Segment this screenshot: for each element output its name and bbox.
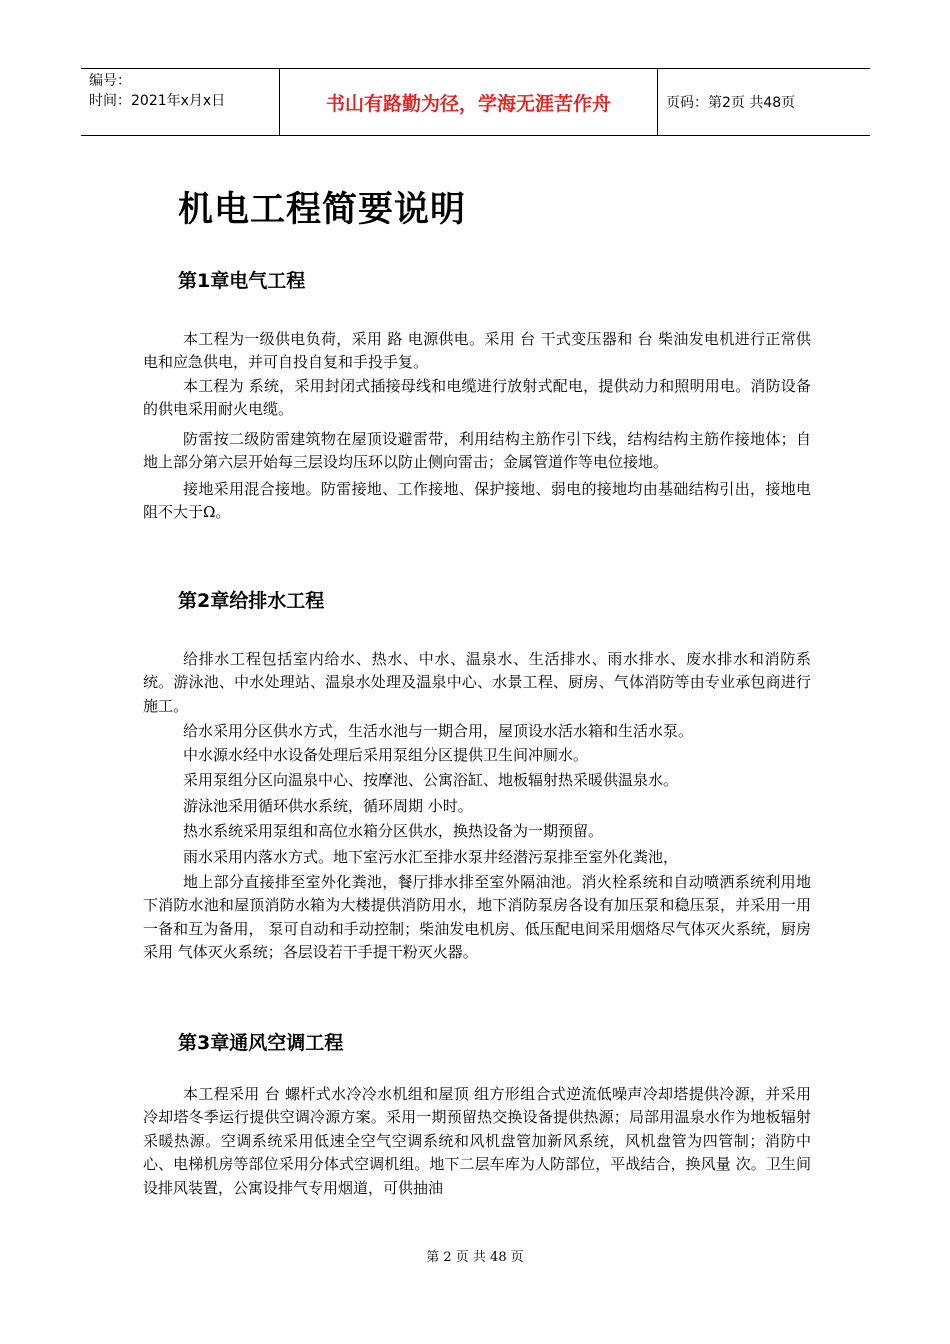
document-title: 机电工程简要说明 xyxy=(178,190,467,230)
header-meta xyxy=(81,69,280,135)
paragraph: 防雷按二级防雷建筑物在屋顶设避雷带，利用结构主筋作引下线，结构结构主筋作接地体；自地上部分第六层开始每三层设均压环以防止侧向雷击；金属管道作等电位接地。 xyxy=(143,430,811,472)
document-time: 时间：2021年x月x日 xyxy=(89,93,226,109)
paragraph: 游泳池采用循环供水系统，循环周期 小时。 xyxy=(183,797,473,815)
paragraph: 给排水工程包括室内给水、热水、中水、温泉水、生活排水、雨水排水、废水排水和消防系统。游泳池、中水处理站、温泉水处理及温泉中心、水景工程、厨房、气体消防等由专业承包商进行施工。 xyxy=(143,650,811,715)
paragraph: 给水采用分区供水方式，生活水池与一期合用，屋顶设水活水箱和生活水泵。 xyxy=(183,722,694,740)
chapter-heading: 第2章给排水工程 xyxy=(178,590,325,612)
header-motto: 书山有路勤为径，学海无涯苦作舟 xyxy=(280,69,658,135)
chapter-heading: 第1章电气工程 xyxy=(178,270,306,292)
page-header xyxy=(81,68,870,136)
paragraph: 接地采用混合接地。防雷接地、工作接地、保护接地、弱电的接地均由基础结构引出，接地电阻不大于Ω。 xyxy=(143,480,811,522)
paragraph: 本工程为一级供电负荷，采用 路 电源供电。采用 台 干式变压器和 台 柴油发电机进行正常供电和应急供电，并可自投自复和手投手复。 xyxy=(143,330,811,372)
header-page-info: 页码：第2页 共48页 xyxy=(666,95,796,111)
paragraph: 中水源水经中水设备处理后采用泵组分区提供卫生间冲厕水。 xyxy=(183,746,589,764)
paragraph: 地上部分直接排至室外化粪池，餐厅排水排至室外隔油池。消火栓系统和自动喷洒系统利用地下消防水池和屋顶消防水箱为大楼提供消防用水，地下消防泵房各设有加压泵和稳压泵，并采用一用一备和互为备用， 泵可自动和手动控制；柴油发电机房、低压配电间采用烟烙尽气体灭火系统，厨房采用 气体灭火系统；各层设若干手提干粉灭火器。 xyxy=(143,873,811,962)
paragraph: 采用泵组分区向温泉中心、按摩池、公寓浴缸、地板辐射热采暖供温泉水。 xyxy=(183,771,679,789)
document-number-label: 编号： xyxy=(89,73,131,89)
chapter-heading: 第3章通风空调工程 xyxy=(178,1032,344,1054)
paragraph: 热水系统采用泵组和高位水箱分区供水，换热设备为一期预留。 xyxy=(183,822,604,840)
paragraph: 雨水采用内落水方式。地下室污水汇至排水泵井经潜污泵排至室外化粪池， xyxy=(183,848,679,866)
paragraph: 本工程采用 台 螺杆式水冷冷水机组和屋顶 组方形组合式逆流低噪声冷却塔提供冷源，并采用冷却塔冬季运行提供空调冷源方案。采用一期预留热交换设备提供热源；局部用温泉水作为地板辐射采暖热源。空调系统采用低速全空气空调系统和风机盘管加新风系统，风机盘管为四管制；消防中心、电梯机房等部位采用分体式空调机组。地下二层车库为人防部位，平战结合，换风量 次。卫生间设排风装置，公寓设排气专用烟道，可供抽油 xyxy=(143,1085,811,1197)
paragraph: 本工程为 系统，采用封闭式插接母线和电缆进行放射式配电，提供动力和照明用电。消防设备的供电采用耐火电缆。 xyxy=(143,377,811,419)
page-footer: 第 2 页 共 48 页 xyxy=(426,1250,524,1265)
